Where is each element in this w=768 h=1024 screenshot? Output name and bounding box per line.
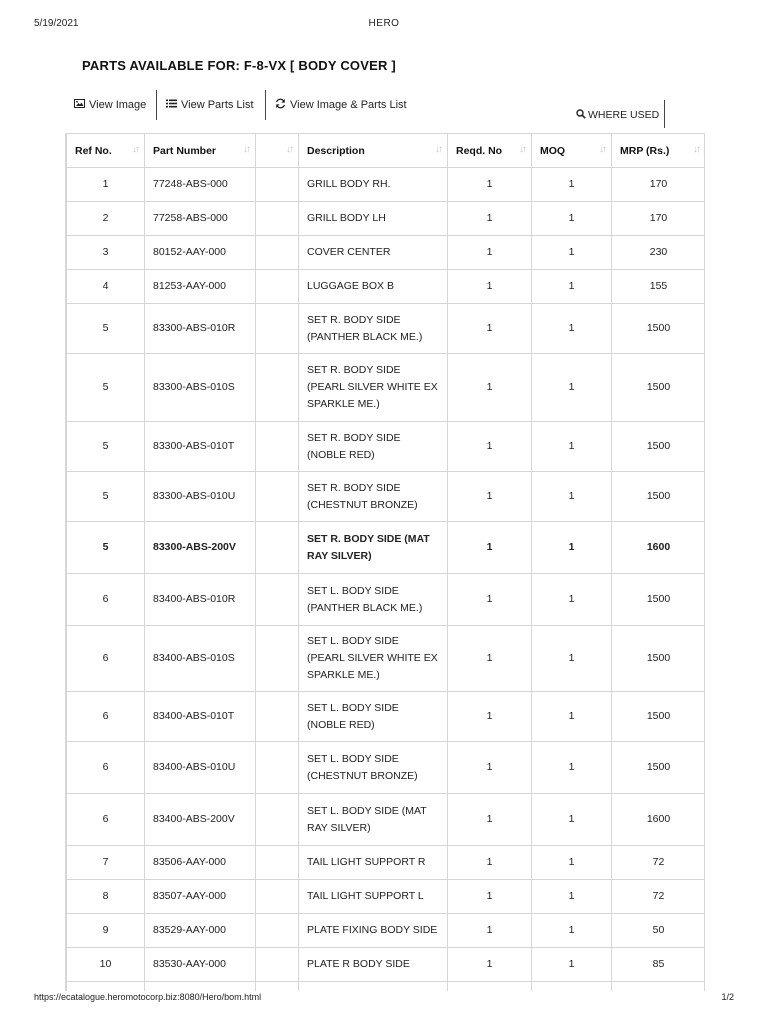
cell-blank <box>256 472 299 522</box>
cell-description: GRILL BODY LH <box>299 202 448 236</box>
cell-part-number: 83300-ABS-200V <box>145 522 256 574</box>
sort-icon: ↓↑ <box>243 144 249 155</box>
cell-blank <box>256 168 299 202</box>
cell-mrp: 1500 <box>612 574 706 626</box>
cell-ref-no: 6 <box>67 626 145 692</box>
cell-mrp: 72 <box>612 846 706 880</box>
cell-ref-no: 5 <box>67 354 145 422</box>
cell-ref-no <box>67 982 145 992</box>
cell-moq <box>532 982 612 992</box>
cell-description: SET R. BODY SIDE (NOBLE RED) <box>299 422 448 472</box>
cell-part-number: 81253-AAY-000 <box>145 270 256 304</box>
cell-moq: 1 <box>532 846 612 880</box>
column-header-reqd-no[interactable] <box>448 134 532 168</box>
cell-description: SET R. BODY SIDE (PANTHER BLACK ME.) <box>299 304 448 354</box>
cell-part-number: 83529-AAY-000 <box>145 914 256 948</box>
cell-mrp: 1500 <box>612 422 706 472</box>
sort-icon: ↓↑ <box>693 144 699 155</box>
cell-blank <box>256 914 299 948</box>
cell-reqd-no: 1 <box>448 522 532 574</box>
cell-mrp <box>612 982 706 992</box>
table-row[interactable] <box>67 472 706 522</box>
parts-table <box>66 133 705 991</box>
cell-ref-no: 5 <box>67 472 145 522</box>
cell-moq: 1 <box>532 914 612 948</box>
cell-reqd-no: 1 <box>448 202 532 236</box>
cell-moq: 1 <box>532 794 612 846</box>
table-row[interactable] <box>67 948 706 982</box>
where-used-button[interactable] <box>576 104 659 126</box>
refresh-icon <box>275 98 286 112</box>
column-header-blank[interactable] <box>256 134 299 168</box>
cell-mrp: 170 <box>612 202 706 236</box>
cell-reqd-no: 1 <box>448 948 532 982</box>
cell-reqd-no: 1 <box>448 692 532 742</box>
column-header-part-number[interactable] <box>145 134 256 168</box>
cell-description: SET L. BODY SIDE (PEARL SILVER WHITE EX SPARKLE ME.) <box>299 626 448 692</box>
cell-ref-no: 9 <box>67 914 145 948</box>
print-page-number: 1/2 <box>721 992 734 1002</box>
cell-blank <box>256 236 299 270</box>
cell-reqd-no: 1 <box>448 914 532 948</box>
cell-mrp: 1500 <box>612 742 706 794</box>
cell-part-number: 83507-AAY-000 <box>145 880 256 914</box>
search-icon <box>576 109 586 122</box>
cell-mrp: 1500 <box>612 626 706 692</box>
cell-description: SET R. BODY SIDE (MAT RAY SILVER) <box>299 522 448 574</box>
sort-icon: ↓↑ <box>435 144 441 155</box>
cell-blank <box>256 846 299 880</box>
table-row[interactable] <box>67 880 706 914</box>
cell-blank <box>256 742 299 794</box>
cell-reqd-no: 1 <box>448 354 532 422</box>
column-header-ref-no[interactable] <box>67 134 145 168</box>
cell-blank <box>256 522 299 574</box>
column-header-moq[interactable] <box>532 134 612 168</box>
where-used-label: WHERE USED <box>588 109 660 121</box>
cell-part-number: 83530-AAY-000 <box>145 948 256 982</box>
page-title: PARTS AVAILABLE FOR: F-8-VX [ BODY COVER ] <box>82 58 396 73</box>
cell-ref-no: 6 <box>67 574 145 626</box>
cell-part-number: 83300-ABS-010S <box>145 354 256 422</box>
cell-mrp: 1600 <box>612 794 706 846</box>
column-header-description[interactable] <box>299 134 448 168</box>
sort-icon: ↓↑ <box>286 144 292 155</box>
sort-icon: ↓↑ <box>519 144 525 155</box>
cell-description: SET L. BODY SIDE (MAT RAY SILVER) <box>299 794 448 846</box>
cell-moq: 1 <box>532 742 612 794</box>
cell-reqd-no: 1 <box>448 422 532 472</box>
cell-moq: 1 <box>532 354 612 422</box>
cell-blank <box>256 982 299 992</box>
cell-reqd-no: 1 <box>448 626 532 692</box>
cell-moq: 1 <box>532 692 612 742</box>
cell-part-number: 83400-ABS-010S <box>145 626 256 692</box>
cell-mrp: 155 <box>612 270 706 304</box>
table-row[interactable] <box>67 742 706 794</box>
print-header <box>34 18 734 32</box>
cell-part-number: 83300-ABS-010T <box>145 422 256 472</box>
cell-mrp: 1500 <box>612 354 706 422</box>
toolbar <box>66 90 706 132</box>
table-row[interactable] <box>67 982 706 992</box>
cell-blank <box>256 692 299 742</box>
view-image-parts-list-label: View Image & Parts List <box>290 99 407 111</box>
cell-part-number: 77258-ABS-000 <box>145 202 256 236</box>
toolbar-divider <box>664 100 665 128</box>
print-url: https://ecatalogue.heromotocorp.biz:8080/Hero/bom.html <box>34 992 262 1002</box>
print-footer <box>34 992 734 1006</box>
print-doc-title: HERO <box>368 18 400 29</box>
cell-moq: 1 <box>532 422 612 472</box>
image-icon <box>74 99 85 111</box>
table-row[interactable] <box>67 236 706 270</box>
cell-ref-no: 2 <box>67 202 145 236</box>
view-image-parts-list-button[interactable] <box>275 90 407 120</box>
cell-blank <box>256 422 299 472</box>
table-row[interactable] <box>67 574 706 626</box>
cell-moq: 1 <box>532 270 612 304</box>
cell-ref-no: 5 <box>67 304 145 354</box>
cell-ref-no: 10 <box>67 948 145 982</box>
table-row[interactable] <box>67 202 706 236</box>
cell-mrp: 1500 <box>612 304 706 354</box>
view-parts-list-button[interactable] <box>166 90 254 120</box>
view-image-button[interactable] <box>74 90 146 120</box>
cell-ref-no: 1 <box>67 168 145 202</box>
table-row[interactable] <box>67 422 706 472</box>
cell-part-number: 77248-ABS-000 <box>145 168 256 202</box>
cell-ref-no: 7 <box>67 846 145 880</box>
column-header-label: Part Number <box>153 144 217 157</box>
column-header-label: MOQ <box>540 144 566 157</box>
cell-blank <box>256 880 299 914</box>
cell-moq: 1 <box>532 948 612 982</box>
column-header-label: Description <box>307 144 365 157</box>
cell-description: SET L. BODY SIDE (CHESTNUT BRONZE) <box>299 742 448 794</box>
table-row[interactable] <box>67 354 706 422</box>
cell-blank <box>256 626 299 692</box>
table-row[interactable] <box>67 270 706 304</box>
column-header-mrp[interactable] <box>612 134 706 168</box>
cell-mrp: 72 <box>612 880 706 914</box>
cell-moq: 1 <box>532 236 612 270</box>
cell-part-number: 83400-ABS-010T <box>145 692 256 742</box>
cell-blank <box>256 202 299 236</box>
cell-description <box>299 982 448 992</box>
cell-blank <box>256 948 299 982</box>
parts-table-container <box>65 133 705 991</box>
cell-part-number: 83400-ABS-010U <box>145 742 256 794</box>
cell-reqd-no: 1 <box>448 880 532 914</box>
cell-moq: 1 <box>532 168 612 202</box>
cell-ref-no: 6 <box>67 742 145 794</box>
list-icon <box>166 99 177 111</box>
cell-blank <box>256 354 299 422</box>
cell-moq: 1 <box>532 880 612 914</box>
table-row[interactable] <box>67 692 706 742</box>
cell-ref-no: 3 <box>67 236 145 270</box>
cell-part-number: 83300-ABS-010R <box>145 304 256 354</box>
cell-blank <box>256 304 299 354</box>
print-date: 5/19/2021 <box>34 18 79 29</box>
cell-reqd-no: 1 <box>448 574 532 626</box>
cell-part-number <box>145 982 256 992</box>
cell-mrp: 1600 <box>612 522 706 574</box>
cell-blank <box>256 270 299 304</box>
cell-ref-no: 8 <box>67 880 145 914</box>
cell-mrp: 85 <box>612 948 706 982</box>
parts-table-body <box>67 168 706 992</box>
table-row[interactable] <box>67 846 706 880</box>
cell-reqd-no: 1 <box>448 236 532 270</box>
cell-description: SET R. BODY SIDE (CHESTNUT BRONZE) <box>299 472 448 522</box>
table-row[interactable] <box>67 304 706 354</box>
cell-description: GRILL BODY RH. <box>299 168 448 202</box>
toolbar-divider <box>156 90 157 120</box>
cell-part-number: 80152-AAY-000 <box>145 236 256 270</box>
cell-reqd-no: 1 <box>448 270 532 304</box>
sort-icon: ↓↑ <box>599 144 605 155</box>
cell-part-number: 83400-ABS-010R <box>145 574 256 626</box>
cell-moq: 1 <box>532 472 612 522</box>
cell-part-number: 83300-ABS-010U <box>145 472 256 522</box>
cell-moq: 1 <box>532 522 612 574</box>
table-row[interactable] <box>67 914 706 948</box>
view-image-label: View Image <box>89 99 147 111</box>
cell-ref-no: 5 <box>67 422 145 472</box>
cell-description: PLATE FIXING BODY SIDE <box>299 914 448 948</box>
cell-moq: 1 <box>532 626 612 692</box>
cell-description: COVER CENTER <box>299 236 448 270</box>
cell-reqd-no <box>448 982 532 992</box>
cell-reqd-no: 1 <box>448 168 532 202</box>
cell-part-number: 83400-ABS-200V <box>145 794 256 846</box>
cell-blank <box>256 574 299 626</box>
table-row[interactable] <box>67 522 706 574</box>
column-header-label: Ref No. <box>75 144 112 157</box>
cell-mrp: 1500 <box>612 472 706 522</box>
cell-mrp: 1500 <box>612 692 706 742</box>
cell-description: SET L. BODY SIDE (NOBLE RED) <box>299 692 448 742</box>
cell-reqd-no: 1 <box>448 846 532 880</box>
cell-moq: 1 <box>532 304 612 354</box>
cell-mrp: 230 <box>612 236 706 270</box>
column-header-label: Reqd. No <box>456 144 503 157</box>
cell-moq: 1 <box>532 202 612 236</box>
cell-reqd-no: 1 <box>448 304 532 354</box>
table-header-row <box>67 134 706 168</box>
cell-mrp: 50 <box>612 914 706 948</box>
cell-ref-no: 5 <box>67 522 145 574</box>
cell-description: SET L. BODY SIDE (PANTHER BLACK ME.) <box>299 574 448 626</box>
cell-ref-no: 6 <box>67 794 145 846</box>
table-row[interactable] <box>67 168 706 202</box>
cell-reqd-no: 1 <box>448 472 532 522</box>
cell-ref-no: 4 <box>67 270 145 304</box>
cell-description: SET R. BODY SIDE (PEARL SILVER WHITE EX SPARKLE ME.) <box>299 354 448 422</box>
toolbar-divider <box>265 90 266 120</box>
cell-mrp: 170 <box>612 168 706 202</box>
table-row[interactable] <box>67 626 706 692</box>
cell-description: TAIL LIGHT SUPPORT R <box>299 846 448 880</box>
cell-description: LUGGAGE BOX B <box>299 270 448 304</box>
cell-ref-no: 6 <box>67 692 145 742</box>
table-row[interactable] <box>67 794 706 846</box>
sort-icon: ↓↑ <box>132 144 138 155</box>
view-parts-list-label: View Parts List <box>181 99 254 111</box>
cell-blank <box>256 794 299 846</box>
column-header-label: MRP (Rs.) <box>620 144 670 157</box>
cell-reqd-no: 1 <box>448 794 532 846</box>
cell-moq: 1 <box>532 574 612 626</box>
cell-reqd-no: 1 <box>448 742 532 794</box>
cell-part-number: 83506-AAY-000 <box>145 846 256 880</box>
cell-description: TAIL LIGHT SUPPORT L <box>299 880 448 914</box>
cell-description: PLATE R BODY SIDE <box>299 948 448 982</box>
